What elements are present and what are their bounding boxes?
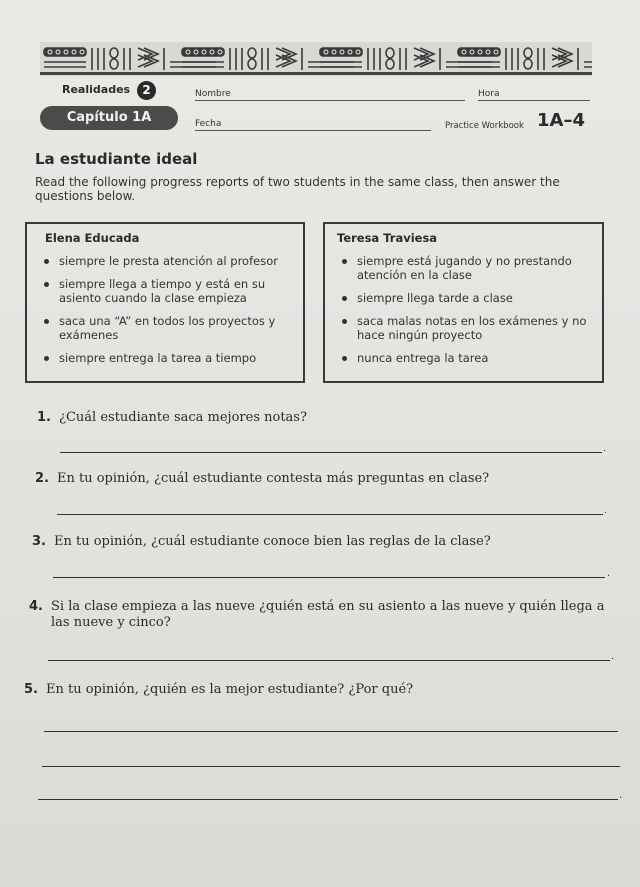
question-number: 2.: [35, 471, 49, 486]
answer-line-5c[interactable]: [38, 799, 618, 800]
list-item: siempre le presta atención al profesor: [27, 254, 303, 268]
student-name: Teresa Traviesa: [337, 231, 438, 245]
page-id: 1A–4: [537, 110, 585, 131]
answer-line-4[interactable]: [48, 660, 610, 661]
question-number: 4.: [29, 599, 43, 614]
answer-line-1[interactable]: [60, 452, 602, 453]
list-item: nunca entrega la tarea: [325, 351, 602, 365]
question-text: En tu opinión, ¿cuál estudiante contesta más preguntas en clase?: [57, 471, 490, 486]
answer-line-5b[interactable]: [42, 766, 620, 767]
question-number: 3.: [32, 534, 46, 549]
fecha-field[interactable]: [195, 130, 431, 131]
question-text: En tu opinión, ¿cuál estudiante conoce bien las reglas de la clase?: [54, 534, 491, 549]
period-mark: .: [603, 443, 607, 454]
list-item: siempre llega tarde a clase: [325, 291, 602, 305]
report-list: [27, 254, 303, 374]
question-2: [35, 471, 595, 491]
instructions: Read the following progress reports of two students in the same class, then answer the questions below.: [35, 175, 560, 203]
period-mark: .: [604, 505, 608, 516]
decorative-banner: [40, 42, 592, 76]
nombre-field[interactable]: [195, 100, 465, 101]
hora-field[interactable]: [478, 100, 590, 101]
answer-line-2[interactable]: [57, 514, 603, 515]
nombre-label: Nombre: [195, 89, 231, 99]
student-card-elena: [25, 222, 305, 383]
question-4: [29, 599, 614, 635]
list-item: siempre llega a tiempo y está en su asiento cuando la clase empieza: [27, 277, 303, 305]
question-text: ¿Cuál estudiante saca mejores notas?: [59, 410, 307, 425]
student-card-teresa: [323, 222, 604, 383]
chapter-badge: Capítulo 1A: [40, 106, 178, 130]
question-1: [37, 410, 597, 430]
list-item: siempre entrega la tarea a tiempo: [27, 351, 303, 365]
period-mark: .: [619, 790, 623, 801]
period-mark: .: [611, 651, 615, 662]
student-name: Elena Educada: [45, 231, 140, 245]
question-5: [24, 682, 614, 702]
list-item: saca malas notas en los exámenes y no hace ningún proyecto: [325, 314, 602, 342]
answer-line-3[interactable]: [53, 577, 605, 578]
question-3: [32, 534, 597, 554]
report-list: [325, 254, 602, 374]
fecha-label: Fecha: [195, 119, 222, 129]
level-badge: 2: [137, 81, 156, 100]
answer-line-5a[interactable]: [44, 731, 618, 732]
question-text: En tu opinión, ¿quién es la mejor estudiante? ¿Por qué?: [46, 682, 414, 697]
question-number: 1.: [37, 410, 51, 425]
question-number: 5.: [24, 682, 38, 697]
list-item: saca una “A” en todos los proyectos y exámenes: [27, 314, 303, 342]
period-mark: .: [607, 568, 611, 579]
question-text: Si la clase empieza a las nueve ¿quién está en su asiento a las nueve y quién llega a las nueve y cinco?: [51, 599, 605, 630]
hora-label: Hora: [478, 89, 500, 99]
list-item: siempre está jugando y no prestando atención en la clase: [325, 254, 602, 282]
worksheet-title: La estudiante ideal: [35, 150, 198, 168]
series-label: Realidades: [62, 83, 131, 96]
workbook-label: Practice Workbook: [445, 121, 524, 131]
